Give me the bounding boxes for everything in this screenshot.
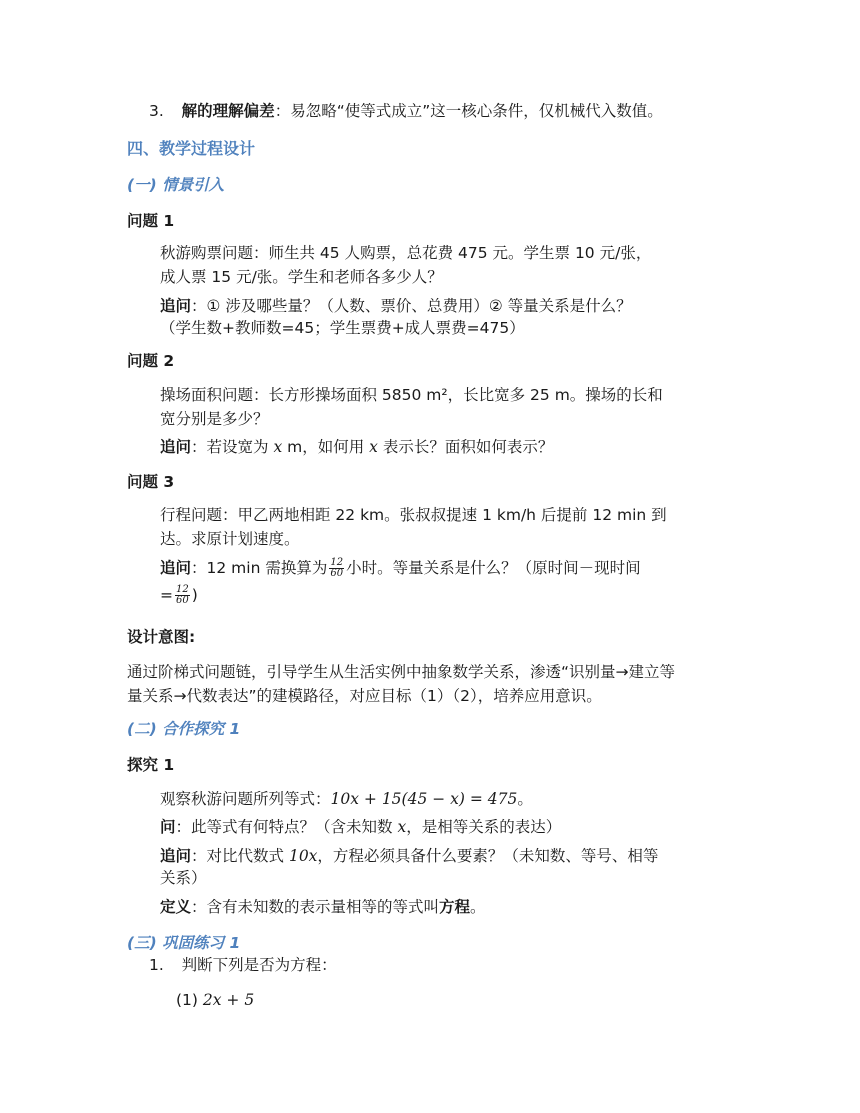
follow-up-text: 小时。等量关系是什么？（原时间－现时间 (346, 559, 641, 577)
problem-2-line-1: 操场面积问题：长方形操场面积 5850 m²，长比宽多 25 m。操场的长和 (160, 386, 663, 404)
follow-up-text: ：若设宽为 (191, 438, 274, 456)
definition-text: ：含有未知数的表示量相等的等式叫 (191, 898, 440, 916)
fraction-numerator: 12 (176, 584, 189, 595)
item-text: ：易忽略“使等式成立”这一核心条件，仅机械代入数值。 (274, 102, 663, 120)
problem-3-line-1: 行程问题：甲乙两地相距 22 km。张叔叔提速 1 km/h 后提前 12 min 到 (160, 506, 667, 524)
practice-subitem-1 (176, 989, 254, 1011)
design-intent-line-1: 通过阶梯式问题链，引导学生从生活实例中抽象数学关系，渗透“识别量→建立等 (127, 663, 676, 681)
observe-text: 。 (517, 790, 533, 808)
design-intent-title: 设计意图: (127, 628, 196, 646)
subsection-heading-3: (三) 巩固练习 1 (127, 934, 241, 952)
expression: 2x + 5 (202, 991, 255, 1009)
exploration-1-title: 探究 1 (127, 756, 175, 774)
expression-10x: 10x (288, 847, 318, 865)
fraction-12-60 (175, 585, 190, 606)
exploration-follow-up-line-2: 关系） (160, 869, 207, 887)
problem-2-title: 问题 2 (127, 352, 175, 370)
fraction-denominator: 60 (176, 595, 189, 606)
design-intent-line-2: 量关系→代数表达”的建模路径，对应目标（1）（2），培养应用意识。 (127, 687, 602, 705)
question-text: ：此等式有何特点？（含未知数 (175, 818, 398, 836)
subsection-heading-1: (一) 情景引入 (127, 176, 225, 194)
subitem-label: (1) (176, 991, 198, 1009)
follow-up-text: m，如何用 (282, 438, 370, 456)
closing-paren: ) (191, 586, 198, 604)
practice-item-1 (149, 954, 337, 976)
exploration-follow-up (160, 845, 658, 867)
list-number: 1. (149, 956, 164, 974)
exploration-observe (160, 788, 533, 810)
problem-3-follow-up-line-2 (160, 584, 198, 606)
definition-term: 方程 (439, 898, 471, 916)
follow-up-text: ：12 min 需换算为 (191, 559, 328, 577)
exploration-question (160, 816, 561, 838)
problem-2-line-2: 宽分别是多少？ (160, 410, 269, 428)
variable-x: x (273, 438, 283, 456)
follow-up-text: 表示长？面积如何表示？ (377, 438, 554, 456)
follow-up-text: ：对比代数式 (191, 847, 289, 865)
follow-up-label: 追问 (160, 438, 192, 456)
problem-3-follow-up (160, 557, 641, 579)
section-heading: 四、教学过程设计 (127, 139, 256, 158)
subsection-heading-2: (二) 合作探究 1 (127, 720, 241, 738)
follow-up-label: 追问 (160, 559, 192, 577)
problem-3-line-2: 达。求原计划速度。 (160, 530, 300, 548)
follow-up-text: ：① 涉及哪些量？（人数、票价、总费用）② 等量关系是什么？ (191, 297, 632, 315)
fraction-numerator: 12 (330, 557, 344, 568)
follow-up-label: 追问 (160, 297, 192, 315)
fraction-12-60 (329, 558, 344, 579)
definition-label: 定义 (160, 898, 192, 916)
observe-text: 观察秋游问题所列等式： (160, 790, 331, 808)
definition-text: 。 (470, 898, 486, 916)
problem-1-line-1: 秋游购票问题：师生共 45 人购票，总花费 475 元。学生票 10 元/张， (160, 244, 652, 262)
variable-x: x (397, 818, 407, 836)
variable-x: x (369, 438, 378, 456)
question-label: 问 (160, 818, 176, 836)
equals-sign: = (160, 586, 173, 604)
problem-1-follow-up (160, 295, 632, 317)
question-text: ，是相等关系的表达） (406, 818, 562, 836)
item-bold-label: 解的理解偏差 (181, 102, 275, 120)
follow-up-text: ，方程必须具备什么要素？（未知数、等号、相等 (317, 847, 659, 865)
problem-1-title: 问题 1 (127, 212, 175, 230)
fraction-denominator: 60 (330, 568, 344, 579)
problem-3-title: 问题 3 (127, 473, 175, 491)
practice-text: 判断下列是否为方程： (181, 956, 337, 974)
equation: 10x + 15(45 − x) = 475 (330, 790, 518, 808)
follow-up-label: 追问 (160, 847, 192, 865)
problem-2-follow-up (160, 436, 553, 458)
definition (160, 896, 486, 918)
list-item-3 (149, 100, 663, 122)
problem-1-follow-up-line-2: （学生数+教师数=45；学生票费+成人票费=475） (160, 319, 525, 337)
problem-1-line-2: 成人票 15 元/张。学生和老师各多少人？ (160, 268, 443, 286)
list-number: 3. (149, 102, 164, 120)
